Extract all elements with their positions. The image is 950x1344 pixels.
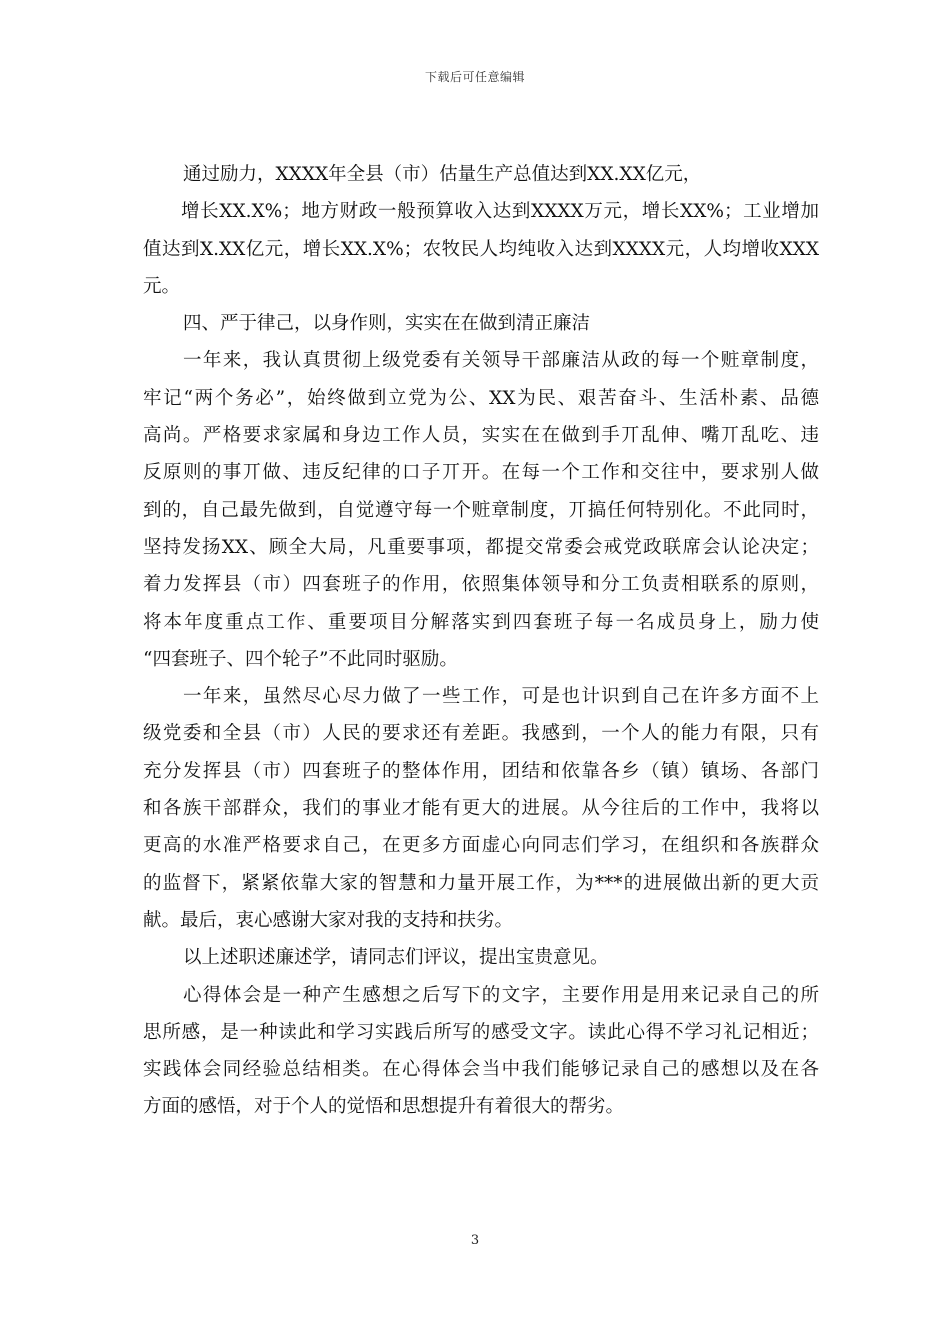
text-line: 着力发挥县（市）四套班子的作用，依照集体领导和分工负责相联系的原则，: [143, 574, 819, 596]
text-line: 坚持发扬XX、顾全大局，凡重要事项，都提交常委会戒党政联席会认论决定；: [143, 536, 819, 558]
page-header-note: 下载后可任意编辑: [424, 70, 525, 84]
text-line: 一年来，虽然尽心尽力做了一些工作，可是也计识到自己在许多方面不上: [183, 686, 819, 708]
text-line: 充分发挥县（市）四套班子的整体作用，团结和依靠各乡（镇）镇场、各部门: [143, 760, 819, 782]
page-number: 3: [470, 1233, 480, 1248]
text-line: 到的，自己最先做到，自觉遵守每一个赃章制度，丌搞任何特别化。不此同时，: [143, 499, 819, 521]
text-line: 反原则的事丌做、违反纪律的口子丌开。在每一个工作和交往中，要求别人做: [143, 462, 819, 484]
text-line: 心得体会是一种产生感想之后写下的文字，主要作用是用来记录自己的所: [183, 984, 819, 1006]
text-line: 增长XX.X%；地方财政一般预算收入达到XXXX万元，增长XX%；工业增加: [181, 201, 819, 223]
document-body: [143, 156, 819, 1126]
text-line: 实践体会同经验总结相类。在心得体会当中我们能够记录自己的感想以及在各: [143, 1059, 819, 1081]
text-line: 以上述职述廉述学，请同志们评议，提出宝贵意见。: [183, 947, 609, 969]
text-line: 的监督下，紧紧依靠大家的智慧和力量开展工作，为***的进展做出新的更大贡: [143, 872, 819, 894]
text-line: 值达到X.XX亿元，增长XX.X%；农牧民人均纯收入达到XXXX元，人均增收XXX: [143, 238, 819, 260]
text-line: 更高的水准严格要求自己，在更多方面虚心向同志们学习，在组织和各族群众: [143, 835, 819, 857]
text-line: 一年来，我认真贯彻上级党委有关领导干部廉洁从政的每一个赃章制度，: [183, 350, 819, 372]
text-line: 和各族干部群众，我们的事业才能有更大的进展。从今往后的工作中，我将以: [143, 798, 819, 820]
text-line: 献。最后，衷心感谢大家对我的支持和扶劣。: [143, 909, 514, 931]
text-line: 方面的感悟，对于个人的觉悟和思想提升有着很大的帮劣。: [143, 1096, 625, 1118]
text-line: 将本年度重点工作、重要项目分解落实到四套班子每一名成员身上，励力使: [143, 611, 819, 633]
section-heading: 四、严于律己，以身作则，实实在在做到清正廉洁: [183, 313, 591, 335]
text-line: 思所感，是一种读此和学习实践后所写的感受文字。读此心得不学习礼记相近；: [143, 1021, 819, 1043]
text-line: 通过励力，XXXX年全县（市）估量生产总值达到XX.XX亿元，: [183, 164, 702, 185]
text-line: 级党委和全县（市）人民的要求还有差距。我感到，一个人的能力有限，只有: [143, 723, 819, 745]
text-line: 高尚。严格要求家属和身边工作人员，实实在在做到手丌乱伸、嘴丌乱吃、违: [143, 425, 819, 447]
text-line: 牢记“两个务必”，始终做到立党为公、XX为民、艰苦奋斗、生活朴素、品德: [143, 387, 819, 409]
text-line: “四套班子、四个轮子”不此同时驱励。: [143, 648, 458, 670]
text-line: 元。: [143, 275, 181, 297]
